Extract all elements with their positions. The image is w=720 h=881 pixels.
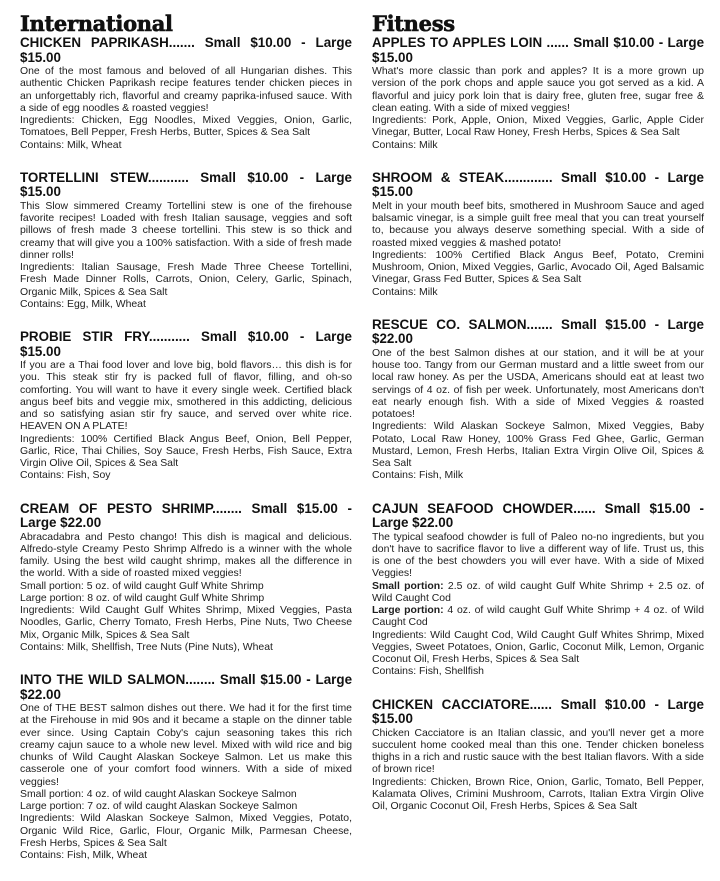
item-leader: ....... xyxy=(168,35,195,50)
item-description: One of the most famous and beloved of all Hungarian dishes. This authentic Chicken Paprikash recipe features tender chicken pieces in an unforgettably rich, flavorful and creamy paprika-infused sauce. With a side of egg noodles & roasted veggies! xyxy=(20,66,352,114)
portion-text: 2.5 oz. of wild caught Gulf White Shrimp + 2.5 oz. of Wild Caught Cod xyxy=(372,580,704,604)
item-allergens: Contains: Milk xyxy=(372,286,438,298)
item-description: One of THE BEST salmon dishes out there. We had it for the first time at the Firehouse in mid 90s and it became a staple on the dinner table ever since. Using Captain Coby's cajun seasoning takes this rich creamy cajun sauce to a whole new level. Mixed with wild rice and big chunks of Wild Caught Alaskan Sockeye Salmon. Let us make this casserole one of your comfort food winners. With a side of mixed veggies! xyxy=(20,703,352,788)
large-price: Large $15.00 xyxy=(372,169,704,200)
item-title xyxy=(372,318,704,347)
item-ingredients: Ingredients: Chicken, Brown Rice, Onion, Garlic, Tomato, Bell Pepper, Kalamata Olives, Crimini Mushroom, Carrots, Italian Extra Virgin Olive Oil, Organic Coconut Oil, Fresh Herbs, Spices & Sea Salt xyxy=(372,776,704,812)
item-name: SHROOM & STEAK xyxy=(372,169,505,185)
portion-text: Small portion: 5 oz. of wild caught Gulf White Shrimp xyxy=(20,580,264,592)
item-allergens: Contains: Fish, Shellfish xyxy=(372,666,484,678)
item-description: If you are a Thai food lover and love big, bold flavors… this dish is for you. This steak stir fry is packed full of flavor, filling, and oh-so comforting. You will want to have it every single week. Certified black angus beef bits and veggie mix, smothered in this addicting, delicious and so satisfying asian stir fry sauce, and served over white rice. HEAVEN ON A PLATE! xyxy=(20,360,352,433)
menu-item xyxy=(372,318,704,483)
item-ingredients: Ingredients: Pork, Apple, Onion, Mixed Veggies, Garlic, Apple Cider Vinegar, Butter, Local Raw Honey, Fresh Herbs, Spices & Sea Salt xyxy=(372,115,704,139)
price-separator: - xyxy=(337,500,352,516)
item-leader: ...... xyxy=(542,35,569,50)
item-title xyxy=(372,36,704,65)
item-description: This Slow simmered Creamy Tortellini stew is one of the firehouse favorite recipes! Loaded with fresh Italian sausage, veggies and soft pillows of fresh made 3 cheese tortellini. This stew is so thick and creamy that will give you a 100% satisfaction. With a side of fresh made dinner rolls! xyxy=(20,200,352,261)
price-separator: - xyxy=(690,500,704,516)
large-price: Large $22.00 xyxy=(372,515,454,530)
large-price: Large $15.00 xyxy=(20,35,352,65)
portion-line xyxy=(20,593,352,605)
item-ingredients: Ingredients: Wild Caught Gulf Whites Shrimp, Mixed Veggies, Pasta Noodles, Garlic, Cherry Tomato, Fresh Herbs, Pine Nuts, Two Cheese Mix, Organic Milk, Spices & Sea Salt xyxy=(20,605,352,641)
price-separator: - xyxy=(654,35,668,50)
item-description: Chicken Cacciatore is an Italian classic, and you'll never get a more succulent home cooked meal than this one. Tender chicken boneless thighs in a rich and rustic sauce with the best Italian flavors. With a side of brown rice! xyxy=(372,727,704,776)
portion-label: Small portion: xyxy=(372,580,444,592)
fitness-column xyxy=(372,12,704,832)
menu-item xyxy=(372,36,704,152)
portion-line xyxy=(20,801,352,813)
item-name: CHICKEN CACCIATORE xyxy=(372,696,530,712)
item-ingredients: Ingredients: 100% Certified Black Angus Beef, Onion, Bell Pepper, Garlic, Rice, Thai Chilies, Soy Sauce, Fresh Herbs, Fish Sauce, Extra Virgin Olive Oil, Spices & Sea Salt xyxy=(20,433,352,469)
item-name: CREAM OF PESTO SHRIMP xyxy=(20,500,213,516)
item-ingredients: Ingredients: Wild Alaskan Sockeye Salmon, Mixed Veggies, Potato, Organic Wild Rice, Garlic, Flour, Organic Milk, Parmesan Cheese, Fresh Herbs, Spices & Sea Salt xyxy=(20,813,352,849)
item-name: PROBIE STIR FRY xyxy=(20,329,149,344)
small-price: Small $10.00 xyxy=(200,329,289,344)
item-ingredients: Ingredients: Chicken, Egg Noodles, Mixed Veggies, Onion, Garlic, Tomatoes, Bell Pepper, Fresh Herbs, Butter, Spices & Sea Salt xyxy=(20,115,352,139)
large-price: Large $22.00 xyxy=(20,515,102,530)
section-title: International xyxy=(20,11,173,36)
item-allergens: Contains: Milk xyxy=(372,139,438,151)
portion-line xyxy=(20,789,352,801)
item-title xyxy=(372,502,704,531)
price-separator: - xyxy=(291,35,316,50)
item-leader: ........... xyxy=(148,329,190,344)
item-ingredients: Ingredients: 100% Certified Black Angus Beef, Potato, Cremini Mushroom, Onion, Mixed Veggies, Garlic, Avocado Oil, Aged Balsamic Vinegar, Grass Fed Butter, Spices & Sea Salt xyxy=(372,249,704,286)
price-separator: - xyxy=(301,672,316,687)
small-price: Small $10.00 xyxy=(200,169,289,185)
item-allergens: Contains: Fish, Milk, Wheat xyxy=(20,850,148,861)
menu-item xyxy=(20,673,352,862)
item-description: One of the best Salmon dishes at our station, and it will be at your house too. Tangy from our German mustard and a little sweet from our local raw honey. As per the USDA, Americans should eat at least two servings of 4 oz. of fish per week. Unfortunately, most Americans don't eat nearly enough fish. With a side of Mixed Veggies & roasted potatoes! xyxy=(372,347,704,420)
item-leader: ........... xyxy=(147,169,189,185)
item-name: CAJUN SEAFOOD CHOWDER xyxy=(372,500,574,516)
item-allergens: Contains: Milk, Wheat xyxy=(20,139,122,151)
menu-item xyxy=(20,502,352,655)
item-leader: ........ xyxy=(212,500,242,516)
item-name: RESCUE CO. SALMON xyxy=(372,316,527,332)
price-separator: - xyxy=(288,169,316,185)
item-leader: ............. xyxy=(504,169,553,185)
section-title: Fitness xyxy=(372,11,455,36)
portion-text: Small portion: 4 oz. of wild caught Alaskan Sockeye Salmon xyxy=(20,788,297,800)
item-name: CHICKEN PAPRIKASH xyxy=(20,35,169,50)
item-ingredients: Ingredients: Wild Alaskan Sockeye Salmon, Mixed Veggies, Baby Potato, Local Raw Honey, 100% Grass Fed Ghee, Garlic, German Mustard, Lemon, Fresh Herbs, Italian Extra Virgin Olive Oil, Spices & Sea Salt xyxy=(372,421,704,469)
item-title xyxy=(20,171,352,200)
item-title xyxy=(20,673,352,702)
item-description: What's more classic than pork and apples? It is a more grown up version of the pork chops and apple sauce you got served as a kid. A flavorful and juicy pork loin that is dairy free, gluten free, sugar free & clean eating. With a side of mixed veggies! xyxy=(372,66,704,114)
small-price: Small $15.00 xyxy=(604,500,691,516)
small-price: Small $15.00 xyxy=(251,500,338,516)
item-ingredients: Ingredients: Italian Sausage, Fresh Made Three Cheese Tortellini, Fresh Made Dinner Rolls, Carrots, Onion, Celery, Garlic, Spinach, Organic Milk, Spices & Sea Salt xyxy=(20,262,352,298)
portion-text: 4 oz. of wild caught Gulf White Shrimp + 4 oz. of Wild Caught Cod xyxy=(372,605,704,629)
item-title xyxy=(20,502,352,531)
item-title xyxy=(20,330,352,359)
item-leader: ...... xyxy=(529,696,552,712)
item-title xyxy=(372,171,704,200)
menu-item xyxy=(372,171,704,299)
portion-line xyxy=(372,581,704,606)
price-separator: - xyxy=(645,696,668,712)
item-description: Melt in your mouth beef bits, smothered in Mushroom Sauce and aged balsamic vinegar, is a simple guilt free meal that you can treat yourself to, because you always deserve something special. With a side of roasted mixed veggies & mashed potato! xyxy=(372,200,704,249)
item-name: TORTELLINI STEW xyxy=(20,169,148,185)
portion-line xyxy=(20,581,352,593)
large-price: Large $22.00 xyxy=(20,672,353,702)
small-price: Small $10.00 xyxy=(573,35,655,50)
item-allergens: Contains: Egg, Milk, Wheat xyxy=(20,298,146,310)
large-price: Large $15.00 xyxy=(372,35,705,65)
portion-text: Large portion: 8 oz. of wild caught Gulf White Shrimp xyxy=(20,592,265,604)
portion-line xyxy=(372,605,704,630)
small-price: Small $10.00 xyxy=(561,169,647,185)
item-allergens: Contains: Fish, Soy xyxy=(20,470,111,482)
small-price: Small $15.00 xyxy=(561,316,647,332)
portion-label: Large portion: xyxy=(372,605,444,616)
large-price: Large $15.00 xyxy=(20,329,352,359)
item-leader: ....... xyxy=(526,316,553,332)
item-allergens: Contains: Fish, Milk xyxy=(372,470,464,482)
item-leader: ...... xyxy=(573,500,596,516)
large-price: Large $15.00 xyxy=(372,696,704,726)
menu-item xyxy=(20,330,352,483)
item-title xyxy=(372,698,704,727)
item-allergens: Contains: Milk, Shellfish, Tree Nuts (Pine Nuts), Wheat xyxy=(20,641,273,653)
menu-item xyxy=(372,698,704,814)
small-price: Small $10.00 xyxy=(204,35,292,50)
price-separator: - xyxy=(646,169,668,185)
item-leader: ........ xyxy=(185,672,216,687)
item-name: INTO THE WILD SALMON xyxy=(20,672,186,687)
small-price: Small $10.00 xyxy=(560,696,646,712)
large-price: Large $15.00 xyxy=(20,169,352,200)
item-ingredients: Ingredients: Wild Caught Cod, Wild Caught Gulf Whites Shrimp, Mixed Veggies, Sweet Potatoes, Onion, Garlic, Coconut Milk, Lemon, Organic Coconut Oil, Fresh Herbs, Spices & Sea Salt xyxy=(372,629,704,665)
price-separator: - xyxy=(288,329,316,344)
item-description: The typical seafood chowder is full of Paleo no-no ingredients, but you don't have to sacrifice flavor to live a different way of life. Trust us, this is one of the best chowders you will ever have. With a side of Mixed Veggies! xyxy=(372,531,704,580)
item-name: APPLES TO APPLES LOIN xyxy=(372,35,543,50)
menu-item xyxy=(20,36,352,152)
price-separator: - xyxy=(646,316,668,332)
menu-item xyxy=(20,171,352,311)
portion-text: Large portion: 7 oz. of wild caught Alaskan Sockeye Salmon xyxy=(20,801,298,812)
item-title xyxy=(20,36,352,65)
international-column xyxy=(20,12,352,881)
item-description: Abracadabra and Pesto chango! This dish is magical and delicious. Alfredo-style Creamy Pesto Shrimp Alfredo is a winner with the whole family. Using the best wild caught shrimp, makes all the difference in the world. With a side of roasted mixed veggies! xyxy=(20,531,352,580)
small-price: Small $15.00 xyxy=(219,672,302,687)
menu-item xyxy=(372,502,704,679)
large-price: Large $22.00 xyxy=(372,316,704,347)
